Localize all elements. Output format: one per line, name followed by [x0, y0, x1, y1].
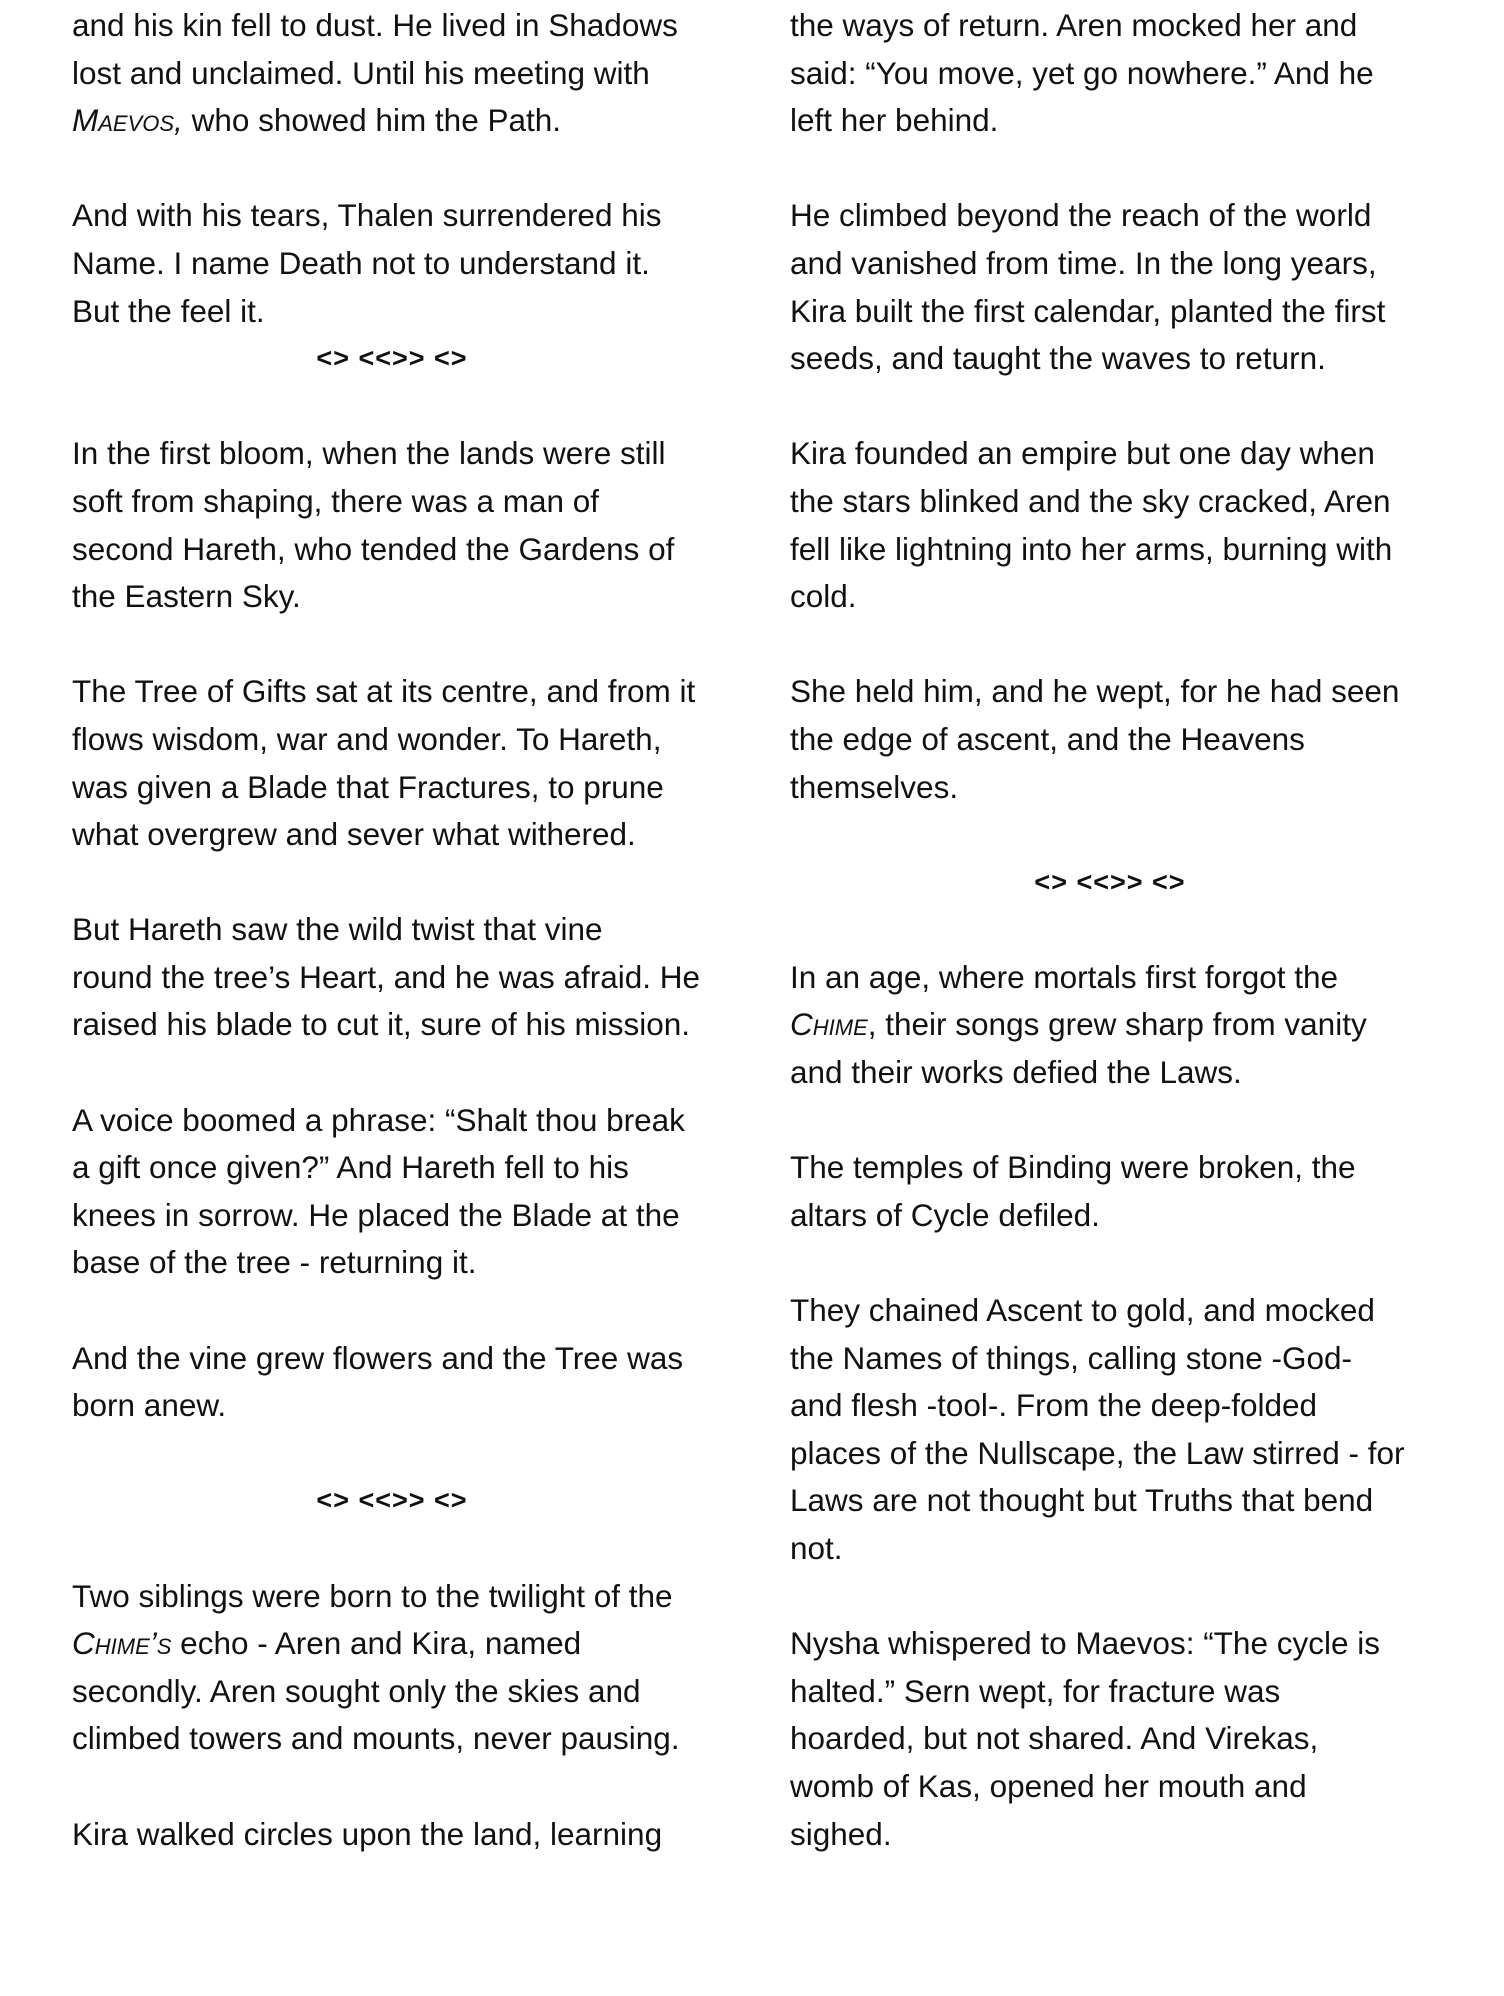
- paragraph-nysha-whispered: [790, 1620, 1450, 1858]
- paragraph-gap: [790, 811, 1450, 859]
- text-line: the Eastern Sky.: [72, 578, 301, 615]
- name-maevos: Maevos,: [72, 102, 183, 139]
- text-line: He climbed beyond the reach of the world: [790, 197, 1372, 234]
- right-text-column: [790, 2, 1450, 1858]
- paragraph-two-siblings: [72, 1573, 732, 1763]
- text-line: second Hareth, who tended the Gardens of: [72, 530, 675, 567]
- paragraph-gap: [790, 383, 1450, 431]
- paragraph-vine-flowers: [72, 1335, 732, 1430]
- text-line: and his kin fell to dust. He lived in Shadows: [72, 7, 678, 43]
- paragraph-gap: [790, 621, 1450, 669]
- section-divider: <> <<>> <>: [316, 343, 468, 374]
- paragraph-gap: [72, 1430, 732, 1478]
- name-chime: Chime’s: [72, 1625, 172, 1662]
- paragraph-gap: [72, 859, 732, 907]
- text-line: and flesh -tool-. From the deep-folded: [790, 1387, 1318, 1424]
- paragraph-gap: [72, 145, 732, 193]
- paragraph-tree-of-gifts: [72, 668, 732, 858]
- text-line: the ways of return. Aren mocked her and: [790, 7, 1358, 43]
- text-line: secondly. Aren sought only the skies and: [72, 1672, 641, 1709]
- text-line: She held him, and he wept, for he had seen: [790, 673, 1400, 710]
- paragraph-gap: [790, 1239, 1450, 1287]
- text-line: Nysha whispered to Maevos: “The cycle is: [790, 1625, 1380, 1662]
- paragraph-kira-empire: [790, 430, 1450, 620]
- text-line: Two siblings were born to the twilight of the: [72, 1577, 673, 1614]
- paragraph-kira-walked: [72, 1811, 732, 1859]
- text-line: womb of Kas, opened her mouth and: [790, 1767, 1307, 1804]
- text-line: cold.: [790, 578, 857, 615]
- paragraph-wild-vine: [72, 906, 732, 1049]
- text-line: soft from shaping, there was a man of: [72, 482, 600, 519]
- paragraph-gap: [72, 621, 732, 669]
- text-line: raised his blade to cut it, sure of his mission.: [72, 1006, 691, 1043]
- text-line: Kira walked circles upon the land, learning: [72, 1815, 663, 1852]
- paragraph-gap: [72, 1049, 732, 1097]
- paragraph-first-bloom: [72, 430, 732, 620]
- text-line: climbed towers and mounts, never pausing.: [72, 1720, 680, 1757]
- text-line: flows wisdom, war and wonder. To Hareth,: [72, 720, 662, 757]
- text-line: a gift once given?” And Hareth fell to his: [72, 1149, 629, 1186]
- text-fragment: , their songs grew sharp from vanity: [867, 1006, 1367, 1043]
- text-line: Kira founded an empire but one day when: [790, 435, 1375, 472]
- text-line: the edge of ascent, and the Heavens: [790, 720, 1305, 757]
- text-line: A voice boomed a phrase: “Shalt thou break: [72, 1101, 685, 1138]
- paragraph-gap: [790, 1573, 1450, 1621]
- text-line: In the first bloom, when the lands were still: [72, 435, 666, 472]
- text-line: seeds, and taught the waves to return.: [790, 340, 1326, 377]
- paragraph-thalen-shadows: [72, 2, 732, 145]
- section-divider: <> <<>> <>: [316, 1485, 468, 1516]
- text-line: left her behind.: [790, 102, 999, 139]
- text-line: [72, 97, 732, 145]
- text-line: places of the Nullscape, the Law stirred - for: [790, 1434, 1405, 1471]
- paragraph-gap: [72, 1763, 732, 1811]
- paragraph-climbed-beyond: [790, 192, 1450, 382]
- text-line: They chained Ascent to gold, and mocked: [790, 1292, 1375, 1329]
- text-fragment: who showed him the Path.: [182, 102, 562, 139]
- paragraph-gap: [790, 145, 1450, 193]
- paragraph-thalen-name: [72, 192, 732, 335]
- paragraph-gap: [72, 1525, 732, 1573]
- paragraph-mortals-forgot: [790, 954, 1450, 1097]
- text-line: hoarded, but not shared. And Virekas,: [790, 1720, 1319, 1757]
- text-line: In an age, where mortals first forgot the: [790, 958, 1339, 995]
- paragraph-ways-of-return: [790, 2, 1450, 145]
- text-line: the stars blinked and the sky cracked, Aren: [790, 482, 1391, 519]
- text-line: and vanished from time. In the long years,: [790, 244, 1377, 281]
- left-text-column: [72, 2, 732, 1858]
- text-line: And the vine grew flowers and the Tree was: [72, 1339, 684, 1376]
- paragraph-she-held-him: [790, 668, 1450, 811]
- paragraph-chained-ascent: [790, 1287, 1450, 1573]
- name-chime: Chime: [790, 1006, 868, 1043]
- paragraph-gap: [72, 1287, 732, 1335]
- text-line: Kira built the first calendar, planted the first: [790, 292, 1386, 329]
- text-line: Name. I name Death not to understand it.: [72, 244, 650, 281]
- text-line: not.: [790, 1530, 843, 1566]
- section-divider: <> <<>> <>: [1034, 866, 1186, 897]
- paragraph-gap: [790, 906, 1450, 954]
- text-line: and their works defied the Laws.: [790, 1054, 1242, 1091]
- text-line: said: “You move, yet go nowhere.” And he: [790, 54, 1374, 91]
- text-line: halted.” Sern wept, for fracture was: [790, 1672, 1281, 1709]
- text-line: born anew.: [72, 1387, 227, 1424]
- paragraph-gap: [72, 383, 732, 431]
- text-line: was given a Blade that Fractures, to prune: [72, 768, 664, 805]
- text-line: base of the tree - returning it.: [72, 1244, 477, 1281]
- text-line: themselves.: [790, 768, 959, 805]
- text-line: [790, 1001, 1450, 1049]
- text-line: sighed.: [790, 1815, 892, 1852]
- text-line: altars of Cycle defiled.: [790, 1196, 1100, 1233]
- paragraph-temples-broken: [790, 1144, 1450, 1239]
- text-line: And with his tears, Thalen surrendered his: [72, 197, 662, 234]
- text-line: lost and unclaimed. Until his meeting with: [72, 54, 650, 91]
- text-line: The temples of Binding were broken, the: [790, 1149, 1356, 1186]
- text-line: round the tree’s Heart, and he was afraid. He: [72, 958, 701, 995]
- paragraph-voice-boomed: [72, 1097, 732, 1287]
- text-line: the Names of things, calling stone -God-: [790, 1339, 1353, 1376]
- text-line: knees in sorrow. He placed the Blade at the: [72, 1196, 680, 1233]
- text-line: But the feel it.: [72, 292, 265, 329]
- text-line: [72, 1620, 732, 1668]
- text-line: But Hareth saw the wild twist that vine: [72, 911, 603, 948]
- paragraph-gap: [790, 1097, 1450, 1145]
- text-line: fell like lightning into her arms, burning with: [790, 530, 1393, 567]
- text-line: The Tree of Gifts sat at its centre, and from it: [72, 673, 696, 710]
- text-fragment: echo - Aren and Kira, named: [171, 1625, 582, 1662]
- text-line: what overgrew and sever what withered.: [72, 816, 636, 853]
- text-line: Laws are not thought but Truths that bend: [790, 1482, 1374, 1519]
